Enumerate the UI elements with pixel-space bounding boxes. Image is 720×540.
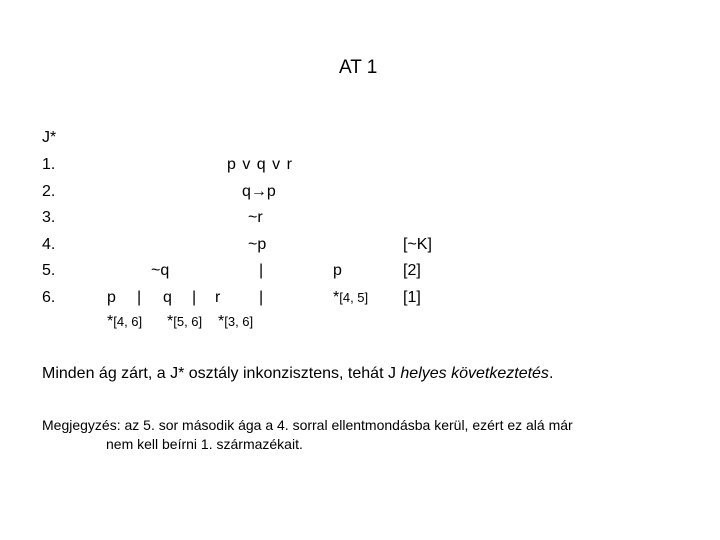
closure-star-icon: * bbox=[107, 313, 114, 330]
closure-1: *[4, 6] bbox=[107, 313, 143, 330]
tree-line-1: p v q v r bbox=[227, 156, 293, 173]
conclusion: Minden ág zárt, a J* osztály inkonzisztens, tehát J helyes következtetés. bbox=[42, 365, 554, 382]
line-number-4: 4. bbox=[42, 236, 56, 253]
tree-line-5-bar: | bbox=[259, 262, 264, 279]
tree-line-3: ~r bbox=[248, 209, 263, 226]
line-number-6: 6. bbox=[42, 289, 56, 306]
note bbox=[42, 416, 573, 454]
closure-star-icon: * bbox=[333, 289, 340, 306]
tree-line-6-bar-1: | bbox=[137, 289, 142, 306]
closure-3: *[3, 6] bbox=[218, 313, 254, 330]
tree-line-6-r: r bbox=[215, 289, 221, 306]
closure-star-icon: * bbox=[167, 313, 174, 330]
set-label: J* bbox=[42, 129, 57, 146]
line-number-5: 5. bbox=[42, 262, 56, 279]
line-number-1: 1. bbox=[42, 156, 56, 173]
tree-line-6-bar-3: | bbox=[259, 289, 264, 306]
tree-line-6-p: p bbox=[107, 289, 116, 306]
line-number-3: 3. bbox=[42, 209, 56, 226]
tree-line-2: q→p bbox=[242, 183, 276, 200]
note-line-1: Megjegyzés: az 5. sor második ága a 4. sorral ellentmondásba kerül, ezért ez alá már bbox=[42, 417, 573, 433]
closure-star-icon: * bbox=[218, 313, 225, 330]
justification-5: [2] bbox=[403, 262, 421, 279]
tree-line-6-bar-2: | bbox=[192, 289, 197, 306]
tree-line-5-right-branch: p bbox=[333, 262, 342, 279]
page-title: AT 1 bbox=[339, 57, 378, 78]
tree-line-6-q: q bbox=[163, 289, 172, 306]
justification-4: [~K] bbox=[403, 236, 432, 253]
tree-line-4: ~p bbox=[248, 236, 267, 253]
closure-2: *[5, 6] bbox=[167, 313, 203, 330]
justification-6: [1] bbox=[403, 289, 421, 306]
right-branch-closure: *[4, 5] bbox=[333, 289, 369, 306]
tree-line-5-left-branch: ~q bbox=[151, 262, 170, 279]
note-line-2: nem kell beírni 1. származékait. bbox=[106, 436, 303, 452]
line-number-2: 2. bbox=[42, 183, 56, 200]
